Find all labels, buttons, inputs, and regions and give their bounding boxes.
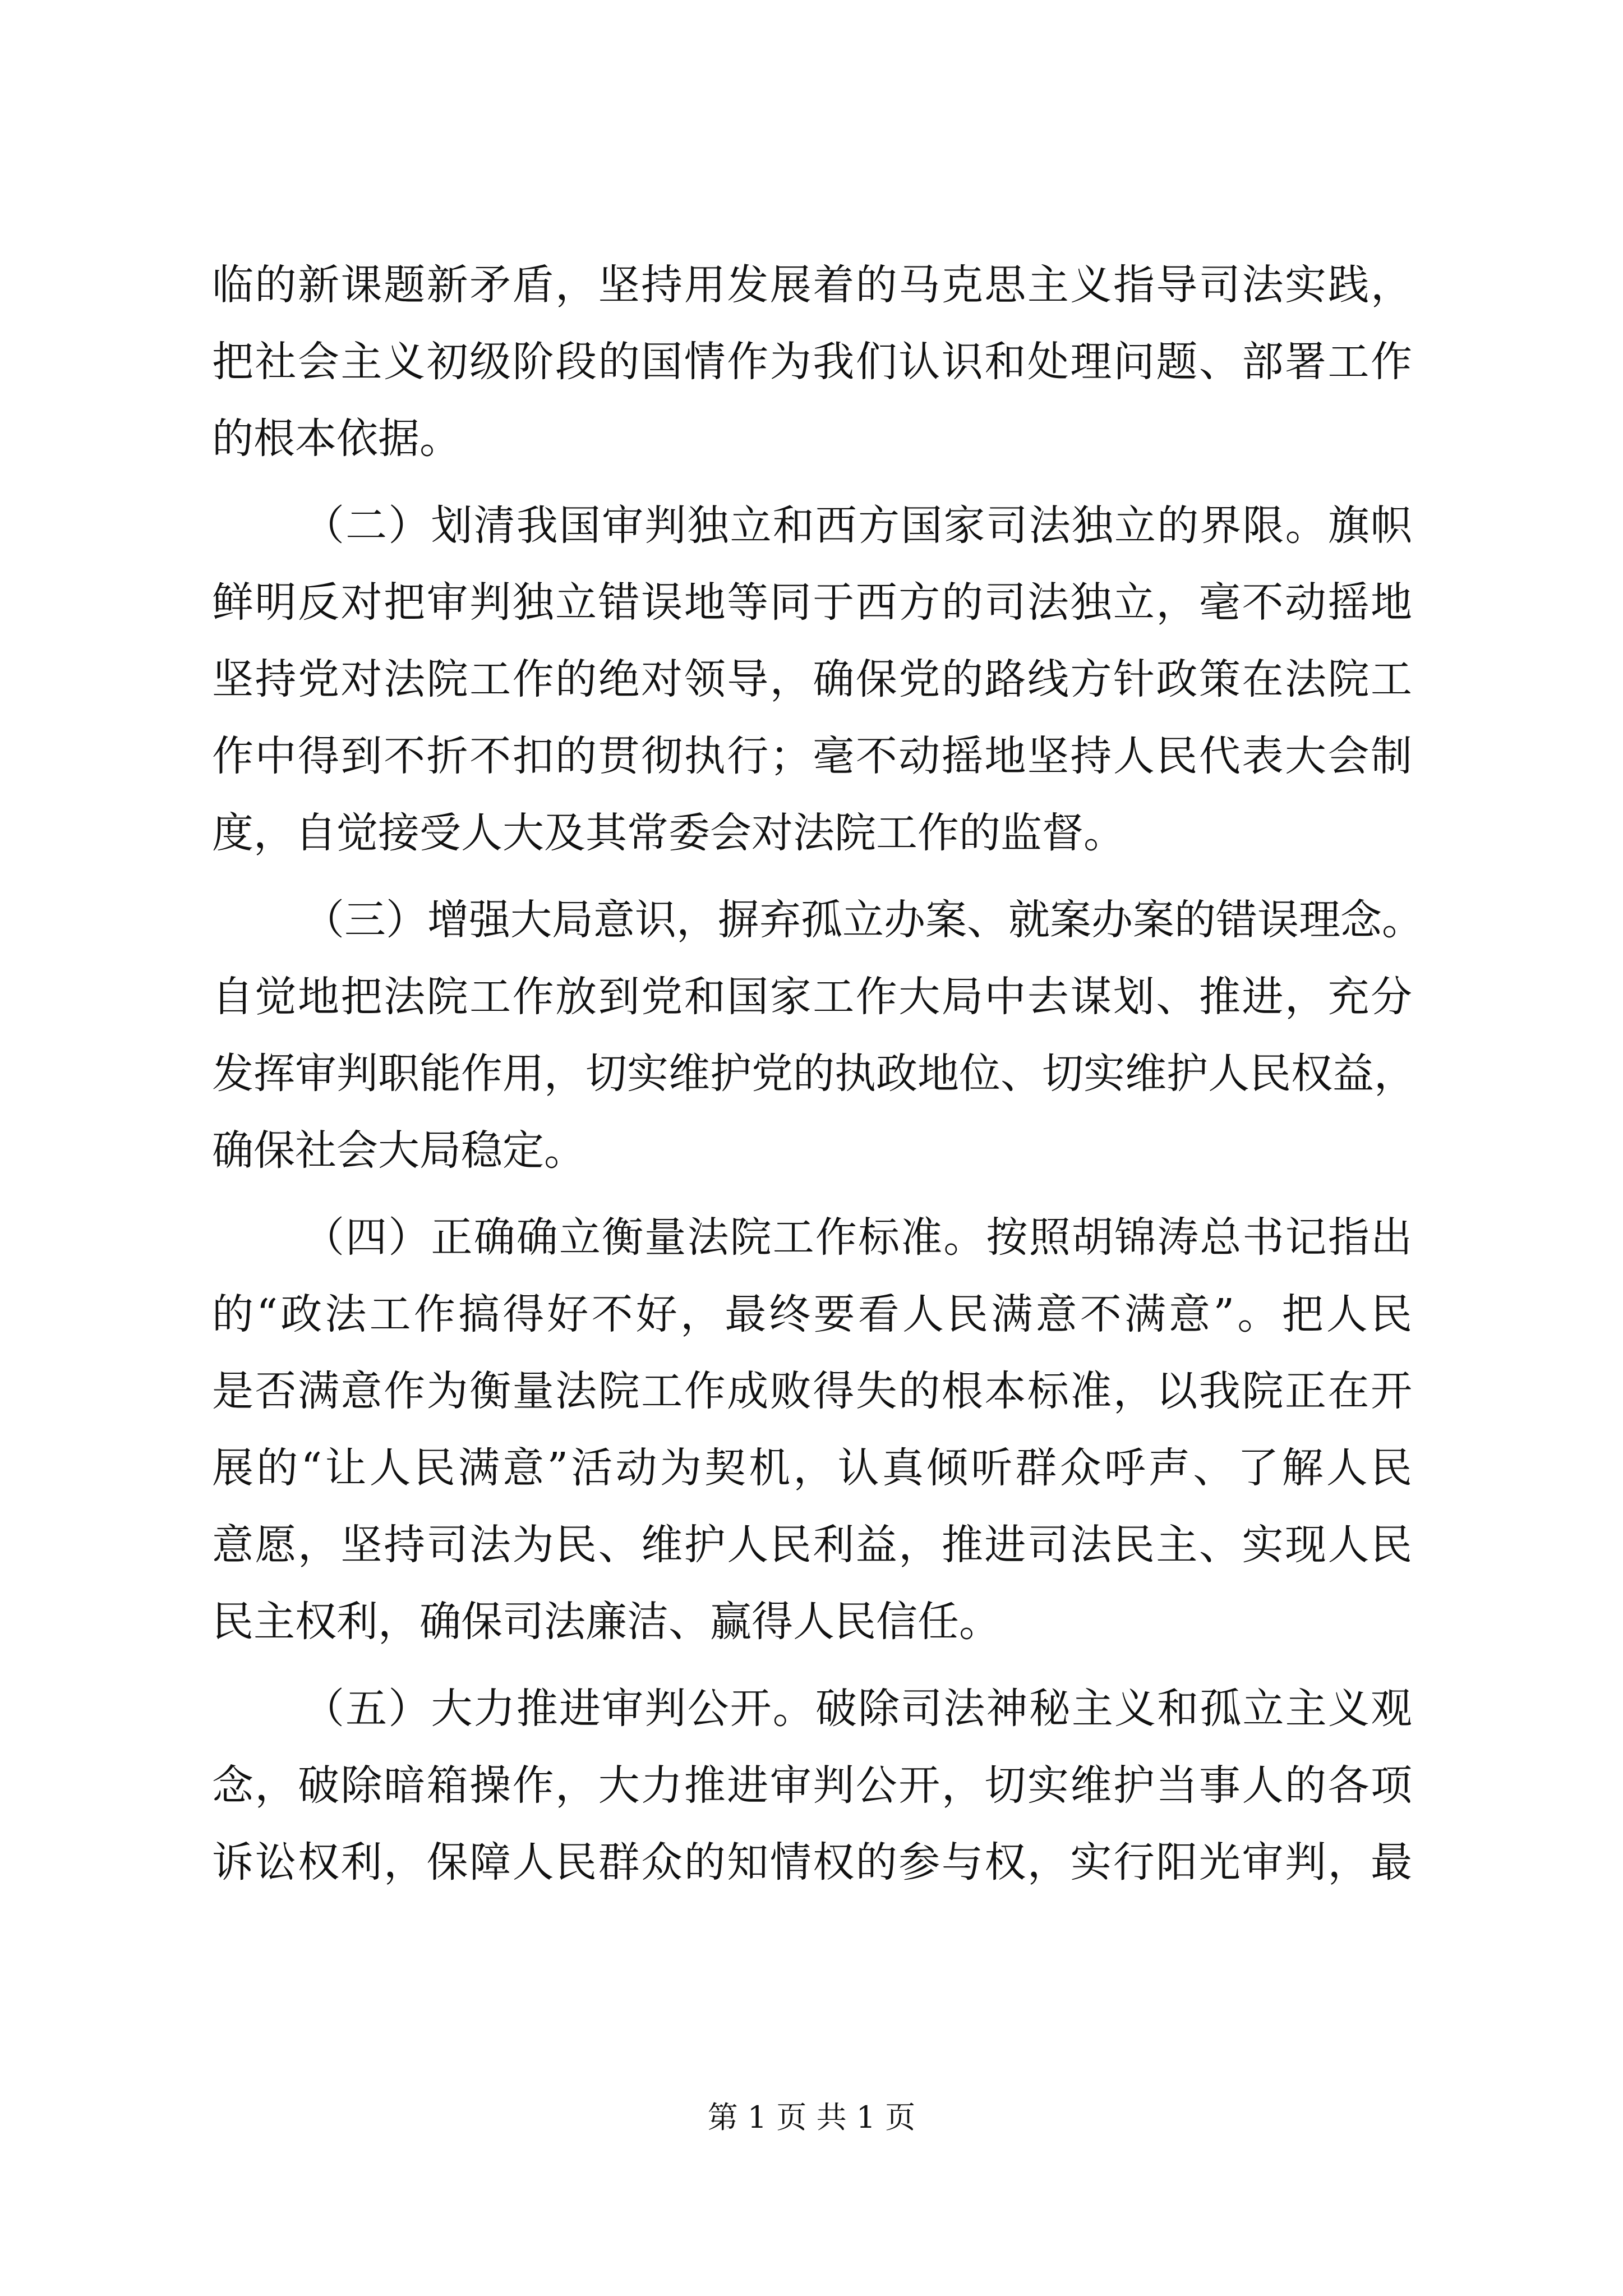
section-heading-line: （二）划清我国审判独立和西方国家司法独立的界限。旗帜 <box>303 501 1412 550</box>
text-line: 自觉地把法院工作放到党和国家工作大局中去谋划、推进，充分 <box>212 973 1412 1021</box>
text-line: 念，破除暗箱操作，大力推进审判公开，切实维护当事人的各项 <box>212 1761 1412 1810</box>
text-line: 发挥审判职能作用，切实维护党的执政地位、切实维护人民权益， <box>212 1050 1415 1098</box>
text-line: 民主权利，确保司法廉洁、赢得人民信任。 <box>212 1598 1000 1646</box>
text-line: 的根本依据。 <box>212 415 461 463</box>
paragraph-section-2 <box>212 487 1412 872</box>
text-line: 确保社会大局稳定。 <box>212 1126 585 1175</box>
text-line: 的“政法工作搞得好不好，最终要看人民满意不满意”。把人民 <box>212 1290 1412 1338</box>
page-number-footer: 第 1 页 共 1 页 <box>707 2100 916 2135</box>
document-body <box>212 247 1423 1901</box>
text-line: 鲜明反对把审判独立错误地等同于西方的司法独立，毫不动摇地 <box>212 578 1412 627</box>
text-line: 坚持党对法院工作的绝对领导，确保党的路线方针政策在法院工 <box>212 655 1412 703</box>
paragraph-continuation <box>212 247 1412 477</box>
paragraph-section-4 <box>212 1199 1412 1660</box>
text-line: 临的新课题新矛盾，坚持用发展着的马克思主义指导司法实践， <box>212 261 1412 309</box>
text-line: 意愿，坚持司法为民、维护人民利益，推进司法民主、实现人民 <box>212 1521 1412 1569</box>
paragraph-section-3 <box>212 882 1423 1189</box>
text-line: 把社会主义初级阶段的国情作为我们认识和处理问题、部署工作 <box>212 338 1412 386</box>
paragraph-section-5 <box>212 1671 1412 1901</box>
section-heading-line: （五）大力推进审判公开。破除司法神秘主义和孤立主义观 <box>303 1685 1412 1733</box>
text-line: 是否满意作为衡量法院工作成败得失的根本标准，以我院正在开 <box>212 1367 1412 1415</box>
text-line: 作中得到不折不扣的贯彻执行；毫不动摇地坚持人民代表大会制 <box>212 732 1412 780</box>
text-line: 展的“让人民满意”活动为契机，认真倾听群众呼声、了解人民 <box>212 1444 1412 1492</box>
text-line: 度，自觉接受人大及其常委会对法院工作的监督。 <box>212 809 1125 857</box>
section-heading-line: （三）增强大局意识，摒弃孤立办案、就案办案的错误理念。 <box>303 896 1423 944</box>
section-heading-line: （四）正确确立衡量法院工作标准。按照胡锦涛总书记指出 <box>303 1213 1412 1262</box>
text-line: 诉讼权利，保障人民群众的知情权的参与权，实行阳光审判，最 <box>212 1838 1412 1887</box>
